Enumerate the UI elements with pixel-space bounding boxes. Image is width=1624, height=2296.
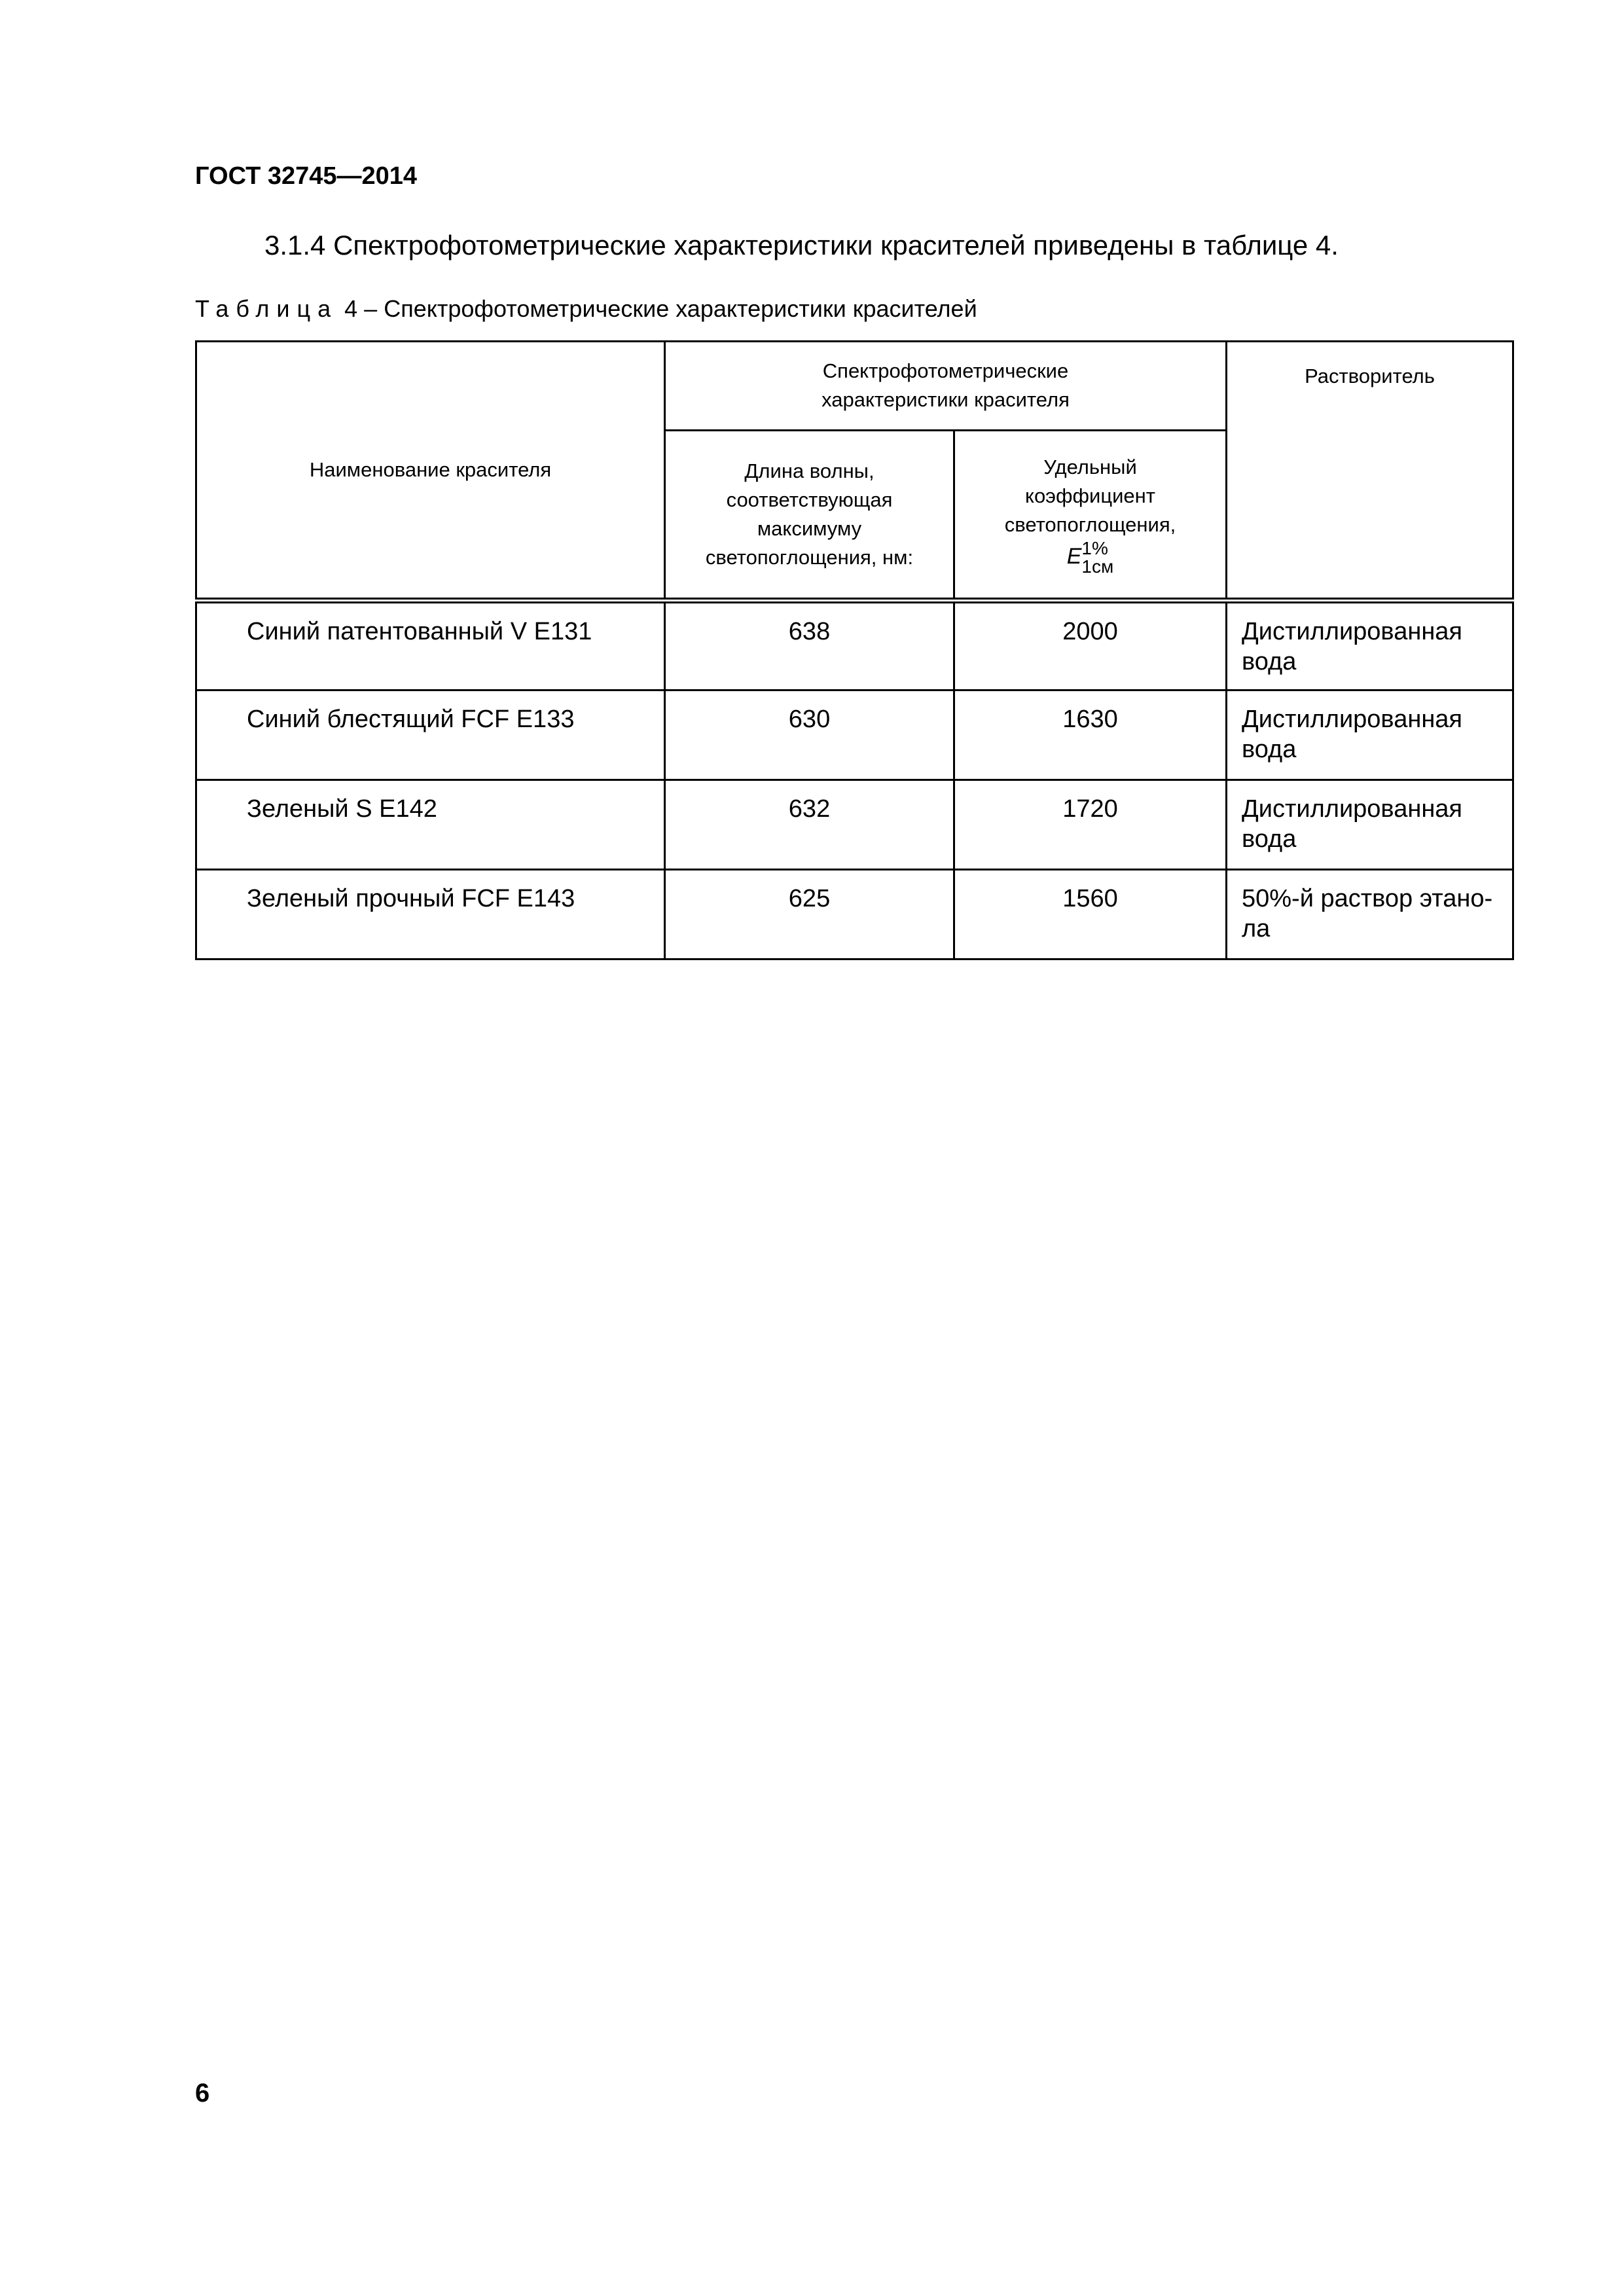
header-solvent-text: Растворитель [1305,365,1435,387]
dye-name-cell: Синий патентованный V E131 [196,601,665,691]
table-row [196,601,1513,691]
dye-name-cell: Синий блестящий FCF E133 [196,691,665,780]
header-wavelength-text: Длина волны, соответствующая максимуму светопоглощения, нм: [705,459,914,569]
header-coefficient-text: Удельный коэффициент светопоглощения, [1004,456,1176,536]
paragraph-3-1-4: 3.1.4 Спектрофотометрические характеристики красителей приведены в таблице 4. [264,230,1339,260]
coefficient-cell: 1720 [954,780,1227,870]
dye-name-cell: Зеленый S E142 [196,780,665,870]
formula-superscript: 1% [1081,538,1108,558]
page-number: 6 [195,2079,210,2108]
solvent-cell: Дистиллированная вода [1227,601,1513,691]
wavelength-cell: 638 [665,601,954,691]
coefficient-cell: 1560 [954,870,1227,960]
wavelength-cell: 625 [665,870,954,960]
wavelength-cell: 630 [665,691,954,780]
dye-spectro-table [195,340,1514,960]
table-caption-title: 4 – Спектрофотометрические характеристики красителей [338,295,977,322]
table-caption [195,295,977,323]
table-row [196,870,1513,960]
formula-symbol: E [1066,543,1082,569]
table-row [196,691,1513,780]
header-coefficient [954,431,1227,601]
solvent-cell: 50%-й раствор этано-ла [1227,870,1513,960]
header-spectro-group-text: Спектрофотометрические характеристики красителя [821,359,1070,411]
header-dye-name [196,342,665,601]
header-dye-name-text: Наименование красителя [309,458,552,481]
formula-subscript: 1см [1081,556,1114,577]
header-solvent [1227,342,1513,601]
solvent-cell: Дистиллированная вода [1227,780,1513,870]
table-row [196,780,1513,870]
coefficient-formula [1067,539,1114,576]
coefficient-cell: 2000 [954,601,1227,691]
dye-name-cell: Зеленый прочный FCF E143 [196,870,665,960]
coefficient-cell: 1630 [954,691,1227,780]
header-wavelength [665,431,954,601]
wavelength-cell: 632 [665,780,954,870]
header-spectro-group [665,342,1227,431]
solvent-cell: Дистиллированная вода [1227,691,1513,780]
table-caption-label: Таблица [195,295,338,322]
document-code: ГОСТ 32745—2014 [195,162,418,190]
